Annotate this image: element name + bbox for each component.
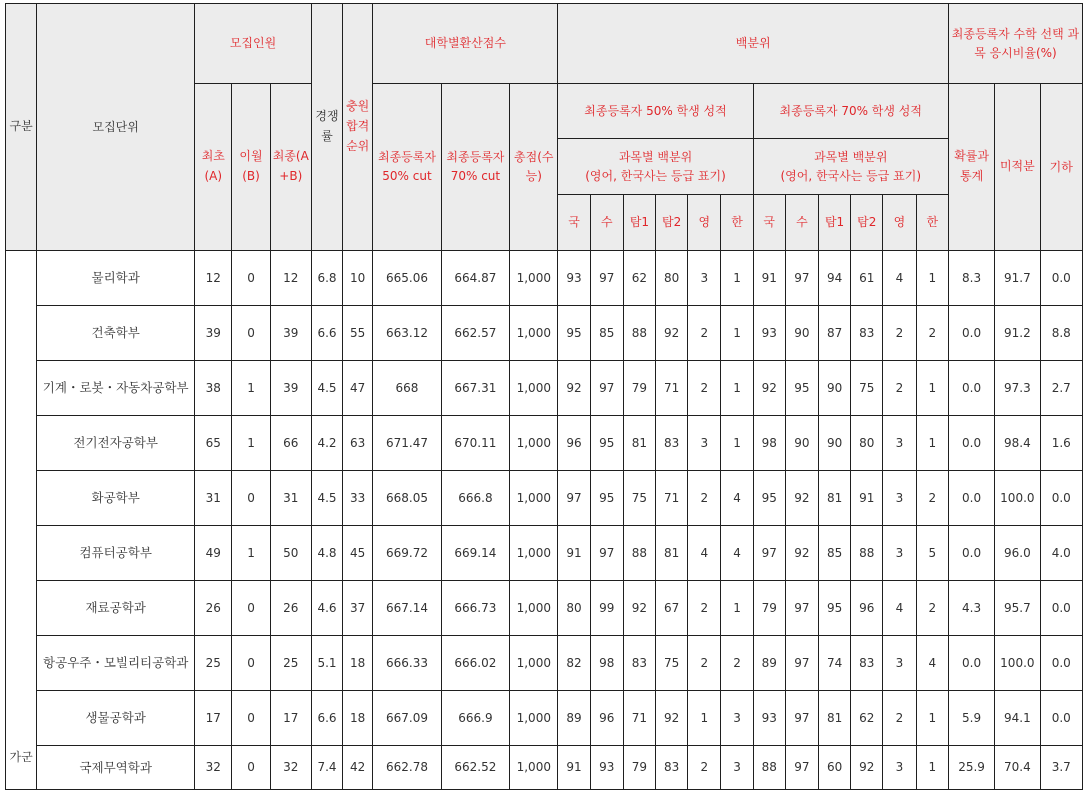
header-subj-tam1-50: 탐1 (623, 195, 655, 251)
pct70-cell: 92 (753, 361, 785, 416)
table-body (6, 251, 1083, 790)
pct50-cell: 3 (721, 746, 753, 790)
pct50-cell: 92 (656, 691, 688, 746)
pct50-cell: 1 (688, 691, 721, 746)
carryover-cell: 0 (232, 306, 270, 361)
pct70-cell: 96 (851, 581, 883, 636)
pct70-cell: 90 (785, 306, 818, 361)
pct70-cell: 89 (753, 636, 785, 691)
pct50-cell: 98 (590, 636, 623, 691)
pct70-cell: 1 (916, 361, 948, 416)
table-row (6, 636, 1083, 691)
waitlist-cell: 18 (343, 691, 373, 746)
admissions-table (5, 3, 1083, 790)
final-cell: 31 (270, 471, 311, 526)
dept-cell: 건축학부 (37, 306, 195, 361)
pct70-cell: 83 (851, 636, 883, 691)
geo-cell: 1.6 (1040, 416, 1083, 471)
pct70-cell: 95 (819, 581, 851, 636)
pct70-cell: 3 (883, 471, 916, 526)
pct70-cell: 1 (916, 251, 948, 306)
pct70-cell: 97 (785, 251, 818, 306)
calc-cell: 95.7 (995, 581, 1040, 636)
pct70-cell: 97 (785, 581, 818, 636)
header-subj-hist-50: 한 (721, 195, 753, 251)
calc-cell: 98.4 (995, 416, 1040, 471)
cut70-cell: 664.87 (441, 251, 509, 306)
table-row (6, 471, 1083, 526)
pct70-cell: 3 (883, 746, 916, 790)
header-reg70: 최종등록자 70% 학생 성적 (753, 84, 948, 139)
pct50-cell: 80 (558, 581, 590, 636)
prob-cell: 5.9 (948, 691, 994, 746)
pct70-cell: 81 (819, 471, 851, 526)
total-cell: 1,000 (510, 306, 558, 361)
final-cell: 39 (270, 306, 311, 361)
cut70-cell: 666.02 (441, 636, 509, 691)
pct50-cell: 79 (623, 746, 655, 790)
total-cell: 1,000 (510, 416, 558, 471)
pct70-cell: 87 (819, 306, 851, 361)
table-row (6, 526, 1083, 581)
final-cell: 66 (270, 416, 311, 471)
final-cell: 17 (270, 691, 311, 746)
pct50-cell: 2 (721, 636, 753, 691)
initial-cell: 38 (195, 361, 232, 416)
prob-cell: 0.0 (948, 471, 994, 526)
pct70-cell: 88 (753, 746, 785, 790)
carryover-cell: 1 (232, 361, 270, 416)
competition-cell: 4.5 (311, 471, 342, 526)
header-subj-eng-70: 영 (883, 195, 916, 251)
pct70-cell: 94 (819, 251, 851, 306)
pct50-cell: 96 (558, 416, 590, 471)
dept-cell: 재료공학과 (37, 581, 195, 636)
pct70-cell: 5 (916, 526, 948, 581)
pct70-cell: 97 (785, 746, 818, 790)
total-cell: 1,000 (510, 691, 558, 746)
pct70-cell: 60 (819, 746, 851, 790)
waitlist-cell: 37 (343, 581, 373, 636)
competition-cell: 4.8 (311, 526, 342, 581)
cut50-cell: 663.12 (373, 306, 441, 361)
pct70-cell: 92 (785, 526, 818, 581)
initial-cell: 65 (195, 416, 232, 471)
cut50-cell: 662.78 (373, 746, 441, 790)
cut70-cell: 662.52 (441, 746, 509, 790)
final-cell: 39 (270, 361, 311, 416)
pct70-cell: 97 (785, 691, 818, 746)
total-cell: 1,000 (510, 636, 558, 691)
header-subj-hist-70: 한 (916, 195, 948, 251)
header-subj-tam2-50: 탐2 (656, 195, 688, 251)
pct70-cell: 85 (819, 526, 851, 581)
header-subj-70: 과목별 백분위 (영어, 한국사는 등급 표기) (753, 139, 948, 195)
pct70-cell: 93 (753, 691, 785, 746)
competition-cell: 5.1 (311, 636, 342, 691)
prob-cell: 0.0 (948, 306, 994, 361)
initial-cell: 39 (195, 306, 232, 361)
pct70-cell: 61 (851, 251, 883, 306)
pct50-cell: 1 (721, 581, 753, 636)
pct50-cell: 79 (623, 361, 655, 416)
cut50-cell: 668 (373, 361, 441, 416)
final-cell: 12 (270, 251, 311, 306)
header-subj-tam2-70: 탐2 (851, 195, 883, 251)
pct70-cell: 4 (883, 581, 916, 636)
pct70-cell: 97 (753, 526, 785, 581)
carryover-cell: 1 (232, 416, 270, 471)
competition-cell: 6.6 (311, 691, 342, 746)
pct70-cell: 93 (753, 306, 785, 361)
initial-cell: 17 (195, 691, 232, 746)
header-subj-math-70: 수 (785, 195, 818, 251)
pct70-cell: 91 (851, 471, 883, 526)
geo-cell: 0.0 (1040, 581, 1083, 636)
calc-cell: 91.7 (995, 251, 1040, 306)
competition-cell: 6.8 (311, 251, 342, 306)
pct50-cell: 93 (558, 251, 590, 306)
pct50-cell: 1 (721, 416, 753, 471)
pct70-cell: 92 (851, 746, 883, 790)
calc-cell: 100.0 (995, 471, 1040, 526)
cut50-cell: 666.33 (373, 636, 441, 691)
pct50-cell: 97 (590, 251, 623, 306)
cut50-cell: 668.05 (373, 471, 441, 526)
pct50-cell: 71 (656, 361, 688, 416)
pct70-cell: 4 (883, 251, 916, 306)
carryover-cell: 0 (232, 691, 270, 746)
table-row (6, 581, 1083, 636)
waitlist-cell: 18 (343, 636, 373, 691)
initial-cell: 12 (195, 251, 232, 306)
pct70-cell: 88 (851, 526, 883, 581)
pct70-cell: 92 (785, 471, 818, 526)
pct50-cell: 3 (721, 691, 753, 746)
pct70-cell: 75 (851, 361, 883, 416)
initial-cell: 25 (195, 636, 232, 691)
table-header (6, 4, 1083, 251)
pct50-cell: 4 (721, 526, 753, 581)
cut70-cell: 667.31 (441, 361, 509, 416)
pct50-cell: 97 (558, 471, 590, 526)
cut50-cell: 671.47 (373, 416, 441, 471)
pct50-cell: 97 (590, 526, 623, 581)
geo-cell: 0.0 (1040, 636, 1083, 691)
header-total: 총점(수능) (510, 84, 558, 251)
pct50-cell: 91 (558, 746, 590, 790)
header-subj-kor-70: 국 (753, 195, 785, 251)
header-calc: 미적분 (995, 84, 1040, 251)
pct50-cell: 83 (623, 636, 655, 691)
competition-cell: 4.6 (311, 581, 342, 636)
pct50-cell: 89 (558, 691, 590, 746)
prob-cell: 0.0 (948, 361, 994, 416)
table-row (6, 746, 1083, 790)
header-subj-eng-50: 영 (688, 195, 721, 251)
table-row (6, 361, 1083, 416)
geo-cell: 2.7 (1040, 361, 1083, 416)
header-math-ratio: 최종등록자 수학 선택 과목 응시비율(%) (948, 4, 1082, 84)
header-cut70: 최종등록자70% cut (441, 84, 509, 251)
calc-cell: 97.3 (995, 361, 1040, 416)
total-cell: 1,000 (510, 746, 558, 790)
total-cell: 1,000 (510, 471, 558, 526)
waitlist-cell: 63 (343, 416, 373, 471)
pct50-cell: 2 (688, 746, 721, 790)
geo-cell: 8.8 (1040, 306, 1083, 361)
geo-cell: 0.0 (1040, 691, 1083, 746)
pct50-cell: 95 (590, 416, 623, 471)
competition-cell: 4.5 (311, 361, 342, 416)
carryover-cell: 0 (232, 636, 270, 691)
header-percentile: 백분위 (558, 4, 948, 84)
dept-cell: 전기전자공학부 (37, 416, 195, 471)
pct70-cell: 81 (819, 691, 851, 746)
carryover-cell: 0 (232, 581, 270, 636)
cut50-cell: 669.72 (373, 526, 441, 581)
pct50-cell: 88 (623, 306, 655, 361)
header-gubun: 구분 (6, 4, 37, 251)
pct70-cell: 2 (916, 471, 948, 526)
pct50-cell: 88 (623, 526, 655, 581)
geo-cell: 0.0 (1040, 471, 1083, 526)
cut70-cell: 666.9 (441, 691, 509, 746)
competition-cell: 6.6 (311, 306, 342, 361)
pct70-cell: 2 (883, 691, 916, 746)
cut50-cell: 667.09 (373, 691, 441, 746)
dept-cell: 화공학부 (37, 471, 195, 526)
header-subj-kor-50: 국 (558, 195, 590, 251)
pct70-cell: 3 (883, 416, 916, 471)
geo-cell: 4.0 (1040, 526, 1083, 581)
calc-cell: 96.0 (995, 526, 1040, 581)
pct50-cell: 82 (558, 636, 590, 691)
pct50-cell: 75 (623, 471, 655, 526)
pct70-cell: 90 (819, 361, 851, 416)
header-initial: 최초(A) (195, 84, 232, 251)
pct50-cell: 4 (688, 526, 721, 581)
pct70-cell: 95 (785, 361, 818, 416)
pct50-cell: 81 (623, 416, 655, 471)
pct50-cell: 2 (688, 361, 721, 416)
pct70-cell: 2 (883, 361, 916, 416)
cut70-cell: 670.11 (441, 416, 509, 471)
initial-cell: 32 (195, 746, 232, 790)
prob-cell: 4.3 (948, 581, 994, 636)
pct70-cell: 1 (916, 746, 948, 790)
header-subj-math-50: 수 (590, 195, 623, 251)
competition-cell: 7.4 (311, 746, 342, 790)
waitlist-cell: 47 (343, 361, 373, 416)
pct50-cell: 67 (656, 581, 688, 636)
calc-cell: 100.0 (995, 636, 1040, 691)
table-row (6, 416, 1083, 471)
pct50-cell: 3 (688, 251, 721, 306)
pct70-cell: 74 (819, 636, 851, 691)
pct50-cell: 71 (623, 691, 655, 746)
final-cell: 50 (270, 526, 311, 581)
pct50-cell: 92 (623, 581, 655, 636)
group-label: 가군 (6, 251, 37, 790)
header-converted: 대학별환산점수 (373, 4, 558, 84)
pct70-cell: 79 (753, 581, 785, 636)
pct50-cell: 2 (688, 581, 721, 636)
dept-cell: 항공우주・모빌리티공학과 (37, 636, 195, 691)
pct50-cell: 83 (656, 416, 688, 471)
cut50-cell: 665.06 (373, 251, 441, 306)
carryover-cell: 0 (232, 746, 270, 790)
table-row (6, 691, 1083, 746)
geo-cell: 3.7 (1040, 746, 1083, 790)
pct70-cell: 62 (851, 691, 883, 746)
pct70-cell: 80 (851, 416, 883, 471)
cut70-cell: 666.8 (441, 471, 509, 526)
header-final: 최종(A+B) (270, 84, 311, 251)
pct50-cell: 2 (688, 636, 721, 691)
dept-cell: 물리학과 (37, 251, 195, 306)
pct50-cell: 1 (721, 361, 753, 416)
pct50-cell: 2 (688, 306, 721, 361)
waitlist-cell: 42 (343, 746, 373, 790)
waitlist-cell: 45 (343, 526, 373, 581)
pct70-cell: 83 (851, 306, 883, 361)
header-recruit: 모집인원 (195, 4, 312, 84)
carryover-cell: 1 (232, 526, 270, 581)
pct70-cell: 90 (785, 416, 818, 471)
header-waitlist: 충원합격순위 (343, 4, 373, 251)
pct50-cell: 92 (656, 306, 688, 361)
pct70-cell: 2 (916, 306, 948, 361)
pct50-cell: 92 (558, 361, 590, 416)
pct70-cell: 4 (916, 636, 948, 691)
pct50-cell: 83 (656, 746, 688, 790)
pct50-cell: 62 (623, 251, 655, 306)
calc-cell: 91.2 (995, 306, 1040, 361)
pct70-cell: 2 (883, 306, 916, 361)
header-carryover: 이월(B) (232, 84, 270, 251)
initial-cell: 49 (195, 526, 232, 581)
dept-cell: 기계・로봇・자동차공학부 (37, 361, 195, 416)
header-prob: 확률과 통계 (948, 84, 994, 251)
pct70-cell: 98 (753, 416, 785, 471)
total-cell: 1,000 (510, 361, 558, 416)
header-subj-50: 과목별 백분위 (영어, 한국사는 등급 표기) (558, 139, 753, 195)
pct70-cell: 1 (916, 691, 948, 746)
pct50-cell: 1 (721, 306, 753, 361)
header-geo: 기하 (1040, 84, 1083, 251)
final-cell: 25 (270, 636, 311, 691)
prob-cell: 8.3 (948, 251, 994, 306)
geo-cell: 0.0 (1040, 251, 1083, 306)
pct50-cell: 80 (656, 251, 688, 306)
final-cell: 26 (270, 581, 311, 636)
header-reg50: 최종등록자 50% 학생 성적 (558, 84, 753, 139)
pct70-cell: 95 (753, 471, 785, 526)
competition-cell: 4.2 (311, 416, 342, 471)
pct50-cell: 93 (590, 746, 623, 790)
table-row (6, 251, 1083, 306)
pct50-cell: 85 (590, 306, 623, 361)
pct50-cell: 91 (558, 526, 590, 581)
total-cell: 1,000 (510, 526, 558, 581)
pct50-cell: 2 (688, 471, 721, 526)
pct50-cell: 95 (590, 471, 623, 526)
dept-cell: 컴퓨터공학부 (37, 526, 195, 581)
dept-cell: 생물공학과 (37, 691, 195, 746)
initial-cell: 31 (195, 471, 232, 526)
pct70-cell: 1 (916, 416, 948, 471)
final-cell: 32 (270, 746, 311, 790)
total-cell: 1,000 (510, 581, 558, 636)
carryover-cell: 0 (232, 471, 270, 526)
pct50-cell: 96 (590, 691, 623, 746)
pct50-cell: 71 (656, 471, 688, 526)
pct50-cell: 95 (558, 306, 590, 361)
pct70-cell: 91 (753, 251, 785, 306)
pct50-cell: 3 (688, 416, 721, 471)
header-unit: 모집단위 (37, 4, 195, 251)
cut70-cell: 662.57 (441, 306, 509, 361)
prob-cell: 0.0 (948, 526, 994, 581)
table-row (6, 306, 1083, 361)
pct50-cell: 75 (656, 636, 688, 691)
pct70-cell: 3 (883, 636, 916, 691)
cut70-cell: 669.14 (441, 526, 509, 581)
cut70-cell: 666.73 (441, 581, 509, 636)
waitlist-cell: 55 (343, 306, 373, 361)
calc-cell: 94.1 (995, 691, 1040, 746)
waitlist-cell: 10 (343, 251, 373, 306)
pct70-cell: 3 (883, 526, 916, 581)
cut50-cell: 667.14 (373, 581, 441, 636)
initial-cell: 26 (195, 581, 232, 636)
prob-cell: 0.0 (948, 416, 994, 471)
pct70-cell: 2 (916, 581, 948, 636)
waitlist-cell: 33 (343, 471, 373, 526)
prob-cell: 25.9 (948, 746, 994, 790)
dept-cell: 국제무역학과 (37, 746, 195, 790)
pct70-cell: 90 (819, 416, 851, 471)
header-competition: 경쟁률 (311, 4, 342, 251)
calc-cell: 70.4 (995, 746, 1040, 790)
carryover-cell: 0 (232, 251, 270, 306)
header-cut50: 최종등록자50% cut (373, 84, 441, 251)
pct50-cell: 1 (721, 251, 753, 306)
pct50-cell: 97 (590, 361, 623, 416)
prob-cell: 0.0 (948, 636, 994, 691)
pct50-cell: 4 (721, 471, 753, 526)
total-cell: 1,000 (510, 251, 558, 306)
header-subj-tam1-70: 탐1 (819, 195, 851, 251)
pct50-cell: 81 (656, 526, 688, 581)
pct70-cell: 97 (785, 636, 818, 691)
pct50-cell: 99 (590, 581, 623, 636)
